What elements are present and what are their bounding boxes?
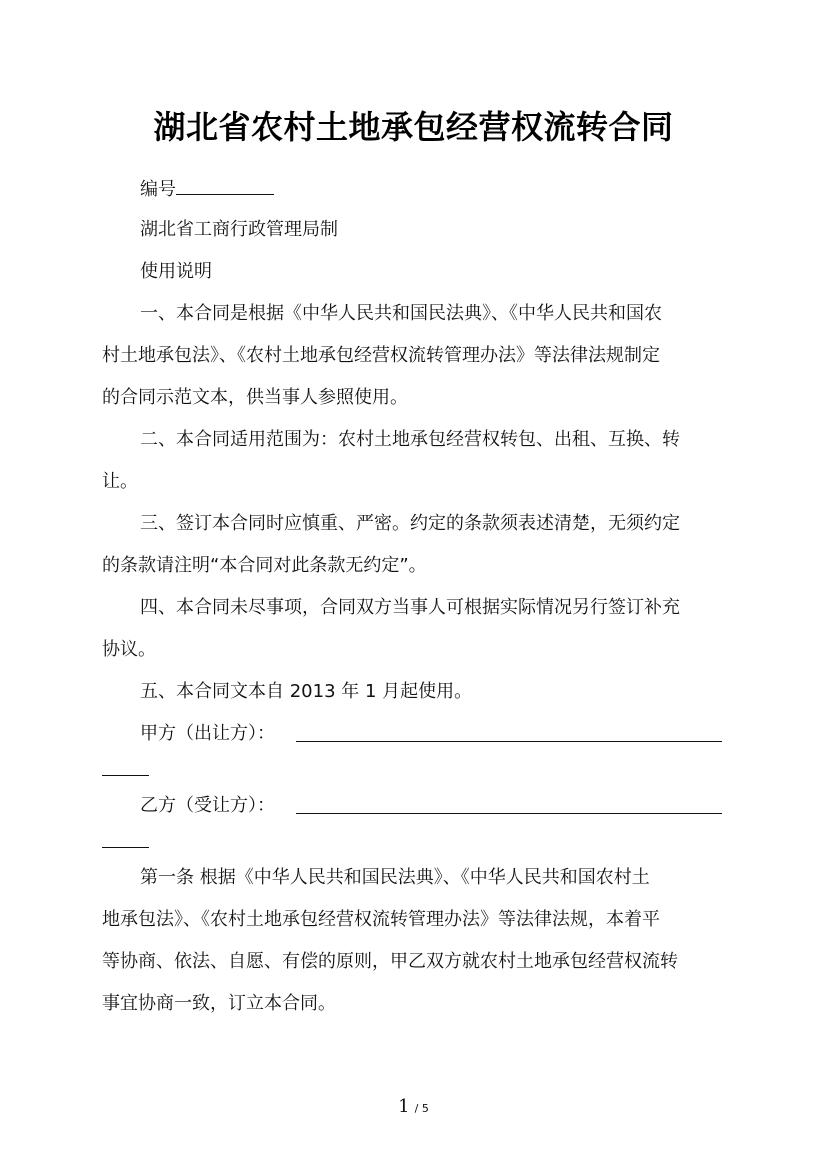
para4-line2: 协议。 <box>102 639 156 660</box>
para2-line1: 二、本合同适用范围为：农村土地承包经营权转包、出租、互换、转 <box>140 429 680 450</box>
para3-line2: 的条款请注明“本合同对此条款无约定”。 <box>102 555 427 576</box>
issuer-text: 湖北省工商行政管理局制 <box>140 219 338 240</box>
contract-number-blank <box>176 176 274 195</box>
party-a-label: 甲方（出让方）： <box>140 723 275 744</box>
instructions-heading: 使用说明 <box>140 261 212 282</box>
current-page-number: 1 <box>398 1096 410 1117</box>
party-b-blank-continued <box>102 847 149 848</box>
article1-line4: 事宜协商一致，订立本合同。 <box>102 993 336 1014</box>
contract-number-line <box>140 176 274 202</box>
article1-line2: 地承包法》、《农村土地承包经营权流转管理办法》等法律法规，本着平 <box>102 909 660 930</box>
para1-line2: 村土地承包法》、《农村土地承包经营权流转管理办法》等法律法规制定 <box>102 345 660 366</box>
para4-line1: 四、本合同未尽事项，合同双方当事人可根据实际情况另行签订补充 <box>140 597 680 618</box>
article1-line3: 等协商、依法、自愿、有偿的原则，甲乙双方就农村土地承包经营权流转 <box>102 951 678 972</box>
article1-line1: 第一条 根据《中华人民共和国民法典》、《中华人民共和国农村土 <box>140 867 650 888</box>
contract-number-label: 编号 <box>140 179 176 200</box>
page-number <box>0 1096 827 1117</box>
para1-line3: 的合同示范文本，供当事人参照使用。 <box>102 387 408 408</box>
document-title: 湖北省农村土地承包经营权流转合同 <box>153 108 674 146</box>
party-b-label: 乙方（受让方）： <box>140 795 275 816</box>
total-pages: / 5 <box>414 1102 429 1115</box>
party-a-blank <box>296 741 722 742</box>
para2-line2: 让。 <box>102 471 138 492</box>
party-b-blank <box>296 813 722 814</box>
party-a-blank-continued <box>102 775 149 776</box>
para5-text: 五、本合同文本自 2013 年 1 月起使用。 <box>140 681 473 702</box>
para3-line1: 三、签订本合同时应慎重、严密。约定的条款须表述清楚，无须约定 <box>140 513 680 534</box>
para1-line1: 一、本合同是根据《中华人民共和国民法典》、《中华人民共和国农 <box>140 303 662 324</box>
